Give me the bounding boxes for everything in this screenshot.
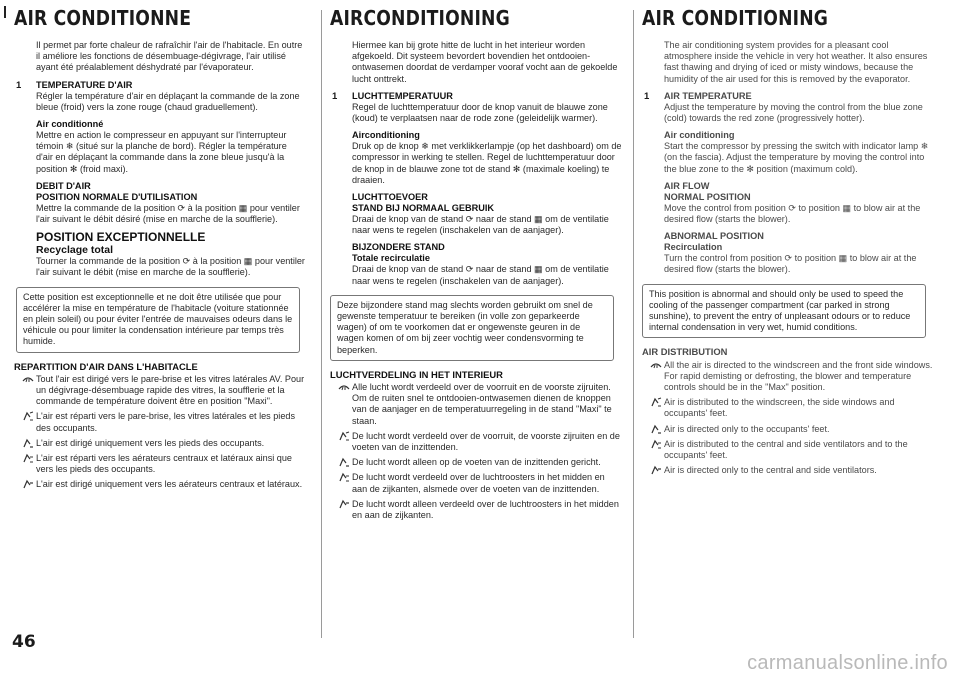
note-box: Deze bijzondere stand mag slechts worden gebruikt om snel de gewenste temperatuur te bereiken (in volle zon geparkeerde wagen) of om te voorkomen dat er ongewenste geuren in de wagen komen of om bij zeer vochtig weer condensvorming te beperken. bbox=[330, 295, 614, 361]
airflow-text: Draai de knop van de stand ⟳ naar de stand ▦ om de ventilatie naar wens te regelen (inschakelen van de aanjager). bbox=[352, 214, 609, 236]
feet-icon bbox=[650, 424, 662, 434]
distribution-heading: REPARTITION D'AIR DANS L'HABITACLE bbox=[14, 360, 198, 372]
temperature-heading: LUCHTTEMPERATUUR bbox=[352, 90, 453, 101]
vents-icon bbox=[650, 465, 662, 475]
distribution-heading: LUCHTVERDELING IN HET INTERIEUR bbox=[330, 368, 503, 380]
distribution-item: Tout l'air est dirigé vers le pare-brise et les vitres latérales AV. Pour un dégivrage-désembuage rapide des vitres, la soufflerie et la commande de température doivent être en position "Maxi". bbox=[14, 374, 306, 408]
ac-heading: Air conditionné bbox=[36, 119, 104, 130]
distribution-heading: AIR DISTRIBUTION bbox=[642, 346, 728, 358]
item-number: 1 bbox=[332, 90, 338, 102]
vents-feet-icon bbox=[22, 453, 34, 463]
distribution-item: All the air is directed to the windscreen and the front side windows. For rapid demisting or defrosting, the blower and temperature controls should be in the "Max" position. bbox=[642, 360, 934, 394]
windscreen-feet-icon bbox=[338, 431, 350, 441]
airflow-heading: DEBIT D'AIR bbox=[36, 180, 91, 191]
normal-position-heading: NORMAL POSITION bbox=[664, 191, 751, 202]
page-number: 46 bbox=[12, 632, 36, 652]
distribution-item: L'air est réparti vers les aérateurs centraux et latéraux ainsi que vers les pieds des occupants. bbox=[14, 453, 306, 475]
distribution-item: Air is directed only to the central and side ventilators. bbox=[642, 465, 934, 476]
recirculation-heading: Totale recirculatie bbox=[352, 253, 430, 264]
feet-icon bbox=[22, 438, 34, 448]
numbered-section bbox=[642, 91, 934, 276]
airflow-heading: LUCHTTOEVOER bbox=[352, 192, 428, 203]
abnormal-position-heading: ABNORMAL POSITION bbox=[664, 231, 764, 242]
airflow-heading: AIR FLOW bbox=[664, 180, 710, 191]
vents-icon bbox=[22, 479, 34, 489]
distribution-item: L'air est réparti vers le pare-brise, les vitres latérales et les pieds des occupants. bbox=[14, 411, 306, 433]
airflow-text: Mettre la commande de la position ⟳ à la position ▦ pour ventiler l'air suivant le débit désiré (mise en marche de la soufflerie). bbox=[36, 202, 300, 225]
intro-paragraph: Hiermee kan bij grote hitte de lucht in het interieur worden afgekoeld. Dit systeem bevordert bovendien het ontdooien-ontwasemen doordat de verdamper vooraf vocht aan de gekoelde lucht onttrekt. bbox=[352, 40, 618, 84]
distribution-item: Air is directed only to the occupants' feet. bbox=[642, 424, 934, 435]
exceptional-position-heading: BIJZONDERE STAND bbox=[352, 242, 445, 253]
ac-heading: Air conditioning bbox=[664, 130, 735, 141]
vents-feet-icon bbox=[338, 472, 350, 482]
vents-icon bbox=[338, 499, 350, 509]
temperature-text: Régler la température d'air en déplaçant la commande de la zone bleue (froid) vers la zone rouge (chaud graduellement). bbox=[36, 90, 300, 112]
intro-paragraph: The air conditioning system provides for a pleasant cool atmosphere inside the vehicle in very hot weather. It also ensures fast thawing and drying of iced or misty windows, because the humidity of the air used for this is removed by the evaporator. bbox=[664, 40, 928, 84]
intro-paragraph: Il permet par forte chaleur de rafraîchir l'air de l'habitacle. En outre il améliore les fonctions de désembuage-dégivrage, l'air utilisé ayant été préalablement déshydraté par l'évaporateur. bbox=[36, 40, 303, 73]
section-title: AIR CONDITIONING bbox=[642, 6, 829, 30]
temperature-text: Regel de luchttemperatuur door de knop vanuit de blauwe zone (koud) te verplaatsen naar de rode zone (geleidelijk warmer). bbox=[352, 101, 608, 124]
recirculation-heading: Recyclage total bbox=[36, 244, 114, 257]
normal-position-heading: STAND BIJ NORMAAL GEBRUIK bbox=[352, 203, 495, 214]
ac-text: Start the compressor by pressing the switch with indicator lamp ❄ (on the fascia). Adjust the temperature by moving the control into the blue zone to the ✻ position (maximum cold). bbox=[664, 141, 929, 174]
section-title: AIR CONDITIONNE bbox=[14, 6, 192, 30]
numbered-section bbox=[330, 91, 622, 287]
item-number: 1 bbox=[16, 79, 22, 91]
windscreen-feet-icon bbox=[650, 397, 662, 407]
numbered-section bbox=[14, 80, 306, 279]
watermark: carmanualsonline.info bbox=[747, 652, 948, 674]
recirculation-text: Draai de knop van de stand ⟳ naar de stand ▦ om de ventilatie naar wens te regelen (inschakelen van de aanjager). bbox=[352, 264, 609, 286]
distribution-item: L'air est dirigé uniquement vers les aérateurs centraux et latéraux. bbox=[14, 479, 306, 490]
feet-icon bbox=[338, 457, 350, 467]
windscreen-feet-icon bbox=[22, 411, 34, 421]
english-column bbox=[642, 6, 934, 480]
section-title: AIRCONDITIONING bbox=[330, 6, 510, 30]
french-column bbox=[14, 6, 306, 495]
recirculation-text: Tourner la commande de la position ⟳ à la position ▦ pour ventiler l'air suivant le débit (mise en marche de la soufflerie). bbox=[36, 256, 305, 278]
windscreen-icon bbox=[22, 374, 34, 384]
vents-feet-icon bbox=[650, 439, 662, 449]
distribution-item: De lucht wordt verdeeld over de voorruit, de voorste zijruiten en de voeten van de inzittenden. bbox=[330, 431, 622, 453]
note-box: This position is abnormal and should only be used to speed the cooling of the passenger compartment (car parked in strong sunshine), to prevent the entry of unpleasant odours or to reduce internal condensation in very wet, humid conditions. bbox=[642, 284, 926, 339]
dutch-column bbox=[330, 6, 622, 525]
temperature-heading: TEMPERATURE D'AIR bbox=[36, 79, 133, 90]
temperature-heading: AIR TEMPERATURE bbox=[664, 90, 752, 101]
crop-mark bbox=[4, 6, 6, 18]
distribution-item: L'air est dirigé uniquement vers les pieds des occupants. bbox=[14, 438, 306, 449]
note-box: Cette position est exceptionnelle et ne doit être utilisée que pour accélérer la mise en température de l'habitacle (voiture stationnée en plein soleil) ou pour éviter l'entrée de mauvaises odeurs dans le véhicule ou pour limiter la condensation intérieure par temps très humide. bbox=[16, 287, 300, 353]
distribution-item: Air is distributed to the central and side ventilators and to the occupants' feet. bbox=[642, 439, 934, 461]
ac-heading: Airconditioning bbox=[352, 130, 420, 141]
exceptional-position-heading: POSITION EXCEPTIONNELLE bbox=[36, 230, 206, 245]
distribution-item: De lucht wordt verdeeld over de luchtroosters in het midden en aan de zijkanten, alsmede over de voeten van de inzittenden. bbox=[330, 472, 622, 494]
column-divider bbox=[633, 10, 634, 638]
recirculation-heading: Recirculation bbox=[664, 242, 723, 253]
distribution-item: Alle lucht wordt verdeeld over de voorruit en de voorste zijruiten. Om de ruiten snel te ontdooien-ontwasemen dienen de knoppen van de aanjager en de temperatuurregeling in de stand "Maxi" te staan. bbox=[330, 382, 622, 427]
distribution-item: Air is distributed to the windscreen, the side windows and occupants' feet. bbox=[642, 397, 934, 419]
temperature-text: Adjust the temperature by moving the control from the blue zone (cold) towards the red zone (progressively hotter). bbox=[664, 101, 923, 124]
ac-text: Mettre en action le compresseur en appuyant sur l'interrupteur témoin ❄ (situé sur la planche de bord). Régler la température d'air en déplaçant la commande dans la zone bleue jusqu'à la position ✻ (froid maxi). bbox=[36, 130, 287, 174]
item-number: 1 bbox=[644, 90, 650, 102]
windscreen-icon bbox=[650, 360, 662, 370]
column-divider bbox=[321, 10, 322, 638]
distribution-item: De lucht wordt alleen verdeeld over de luchtroosters in het midden en aan de zijkanten. bbox=[330, 499, 622, 521]
normal-position-heading: POSITION NORMALE D'UTILISATION bbox=[36, 191, 198, 202]
ac-text: Druk op de knop ❄ met verklikkerlampje (op het dashboard) om de compressor in werking te stellen. Regel de luchttemperatuur door de knop in de blauwe zone tot de stand ✻ (maximale koeling) te draaien. bbox=[352, 141, 622, 185]
airflow-text: Move the control from position ⟳ to position ▦ to blow air at the desired flow (starts the blower). bbox=[664, 202, 921, 225]
recirculation-text: Turn the control from position ⟳ to position ▦ to blow air at the desired flow (starts the blower). bbox=[664, 253, 917, 275]
windscreen-icon bbox=[338, 382, 350, 392]
distribution-item: De lucht wordt alleen op de voeten van de inzittenden gericht. bbox=[330, 457, 622, 468]
